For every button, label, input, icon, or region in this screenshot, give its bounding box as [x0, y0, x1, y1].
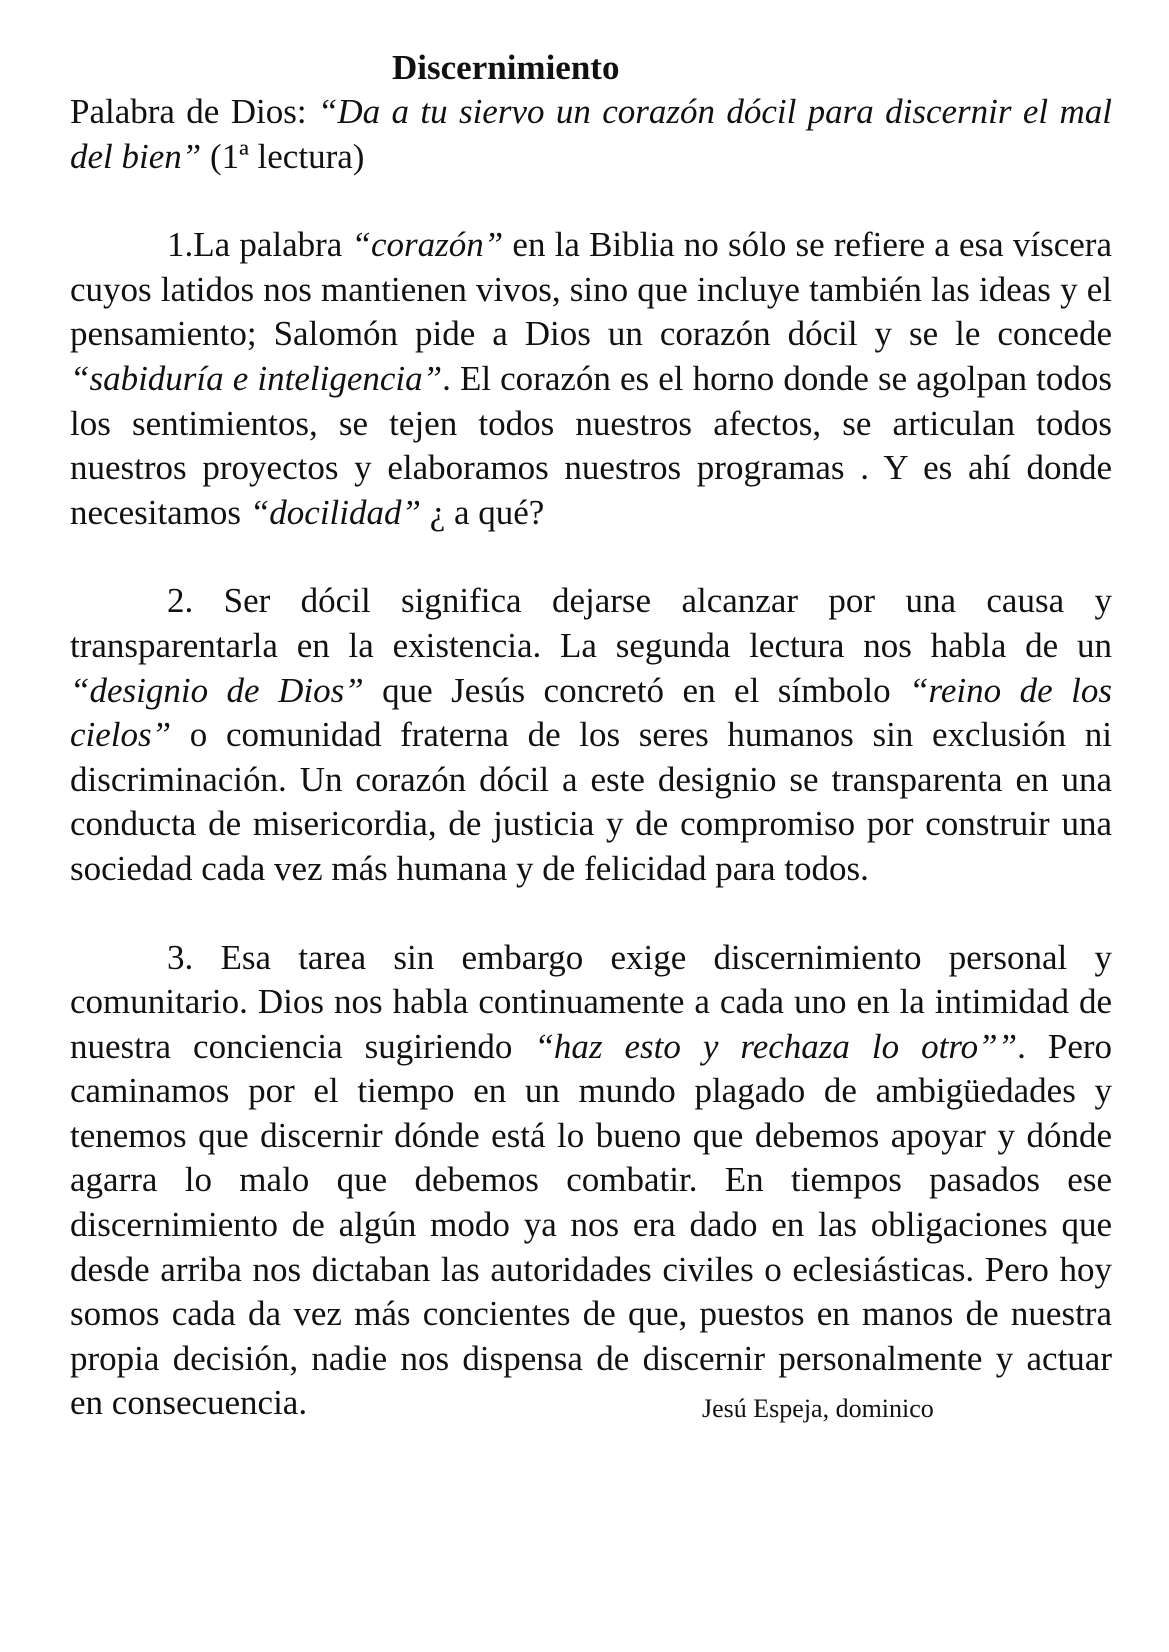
paragraph-2-quote-designio: “designio de Dios”: [70, 670, 364, 710]
paragraph-2-text-c: que Jesús concretó en el símbolo: [363, 670, 910, 710]
paragraph-2-text-a: 2. Ser dócil significa dejarse alcanzar por una causa y transparentarla en la existencia. La segunda lectura nos habla de un: [70, 581, 1112, 665]
paragraph-2-quote-reino: “reino de los cielos”: [70, 670, 1112, 755]
paragraph-1: [70, 223, 1112, 535]
document-page: [70, 46, 1112, 1426]
paragraph-1-text-g: ¿ a qué?: [420, 492, 545, 532]
paragraph-1-quote-docilidad: “docilidad”: [249, 492, 421, 532]
paragraph-2: [70, 579, 1112, 891]
document-title: Discernimiento: [392, 48, 620, 87]
author-signature: Jesú Espeja, dominico: [702, 1394, 934, 1424]
paragraph-1-text-c: en la Biblia no sólo se refiere a esa víscera cuyos latidos nos mantienen vivos, sino que incluye también las ideas y el pensamiento; Salomón pide a Dios un corazón dócil y se le concede: [70, 225, 1112, 354]
epigraph: [70, 90, 1112, 179]
spacer: [70, 179, 1112, 223]
epigraph-tail: (1ª lectura): [201, 136, 365, 176]
epigraph-lead: Palabra de Dios:: [70, 92, 318, 131]
paragraph-1-quote-corazon: “corazón”: [351, 225, 504, 265]
spacer: [70, 892, 1112, 936]
paragraph-2-text-e: o comunidad fraterna de los seres humanos sin exclusión ni discriminación. Un corazón dócil a este designio se transparenta en una conducta de misericordia, de justicia y de compromiso por construir una sociedad cada vez más humana y de felicidad para todos.: [70, 715, 1112, 888]
paragraph-1-quote-sabiduria: “sabiduría e inteligencia”: [70, 358, 443, 398]
spacer: [70, 535, 1112, 579]
paragraph-1-text-a: 1.La palabra: [167, 225, 352, 265]
paragraph-3-text-a: 3. Esa tarea sin embargo exige discernimiento personal y comunitario. Dios nos habla continuamente a cada uno en la intimidad de nuestra conciencia sugiriendo: [70, 937, 1112, 1066]
paragraph-3-wrap: [70, 936, 1112, 1427]
paragraph-3-quote-haz-esto: “haz esto y rechaza lo otro””: [534, 1026, 1018, 1066]
paragraph-1-text-e: . El corazón es el horno donde se agolpan todos los sentimientos, se tejen todos nuestros afectos, se articulan todos nuestros proyectos y elaboramos nuestros programas . Y es ahí donde necesitamos: [70, 358, 1112, 532]
paragraph-3: [70, 936, 1112, 1427]
epigraph-quote: “Da a tu siervo un corazón dócil para discernir el mal del bien”: [70, 92, 1112, 176]
paragraph-3-text-c: . Pero caminamos por el tiempo en un mundo plagado de ambigüedades y tenemos que discernir dónde está lo bueno que debemos apoyar y dónde agarra lo malo que debemos combatir. En tiempos pasados ese discernimiento de algún modo ya nos era dado en las obligaciones que desde arriba nos dictaban las autoridades civiles o eclesiásticas. Pero hoy somos cada da vez más concientes de que, puestos en manos de nuestra propia decisión, nadie nos dispensa de discernir personalmente y actuar en consecuencia.: [70, 1026, 1113, 1423]
